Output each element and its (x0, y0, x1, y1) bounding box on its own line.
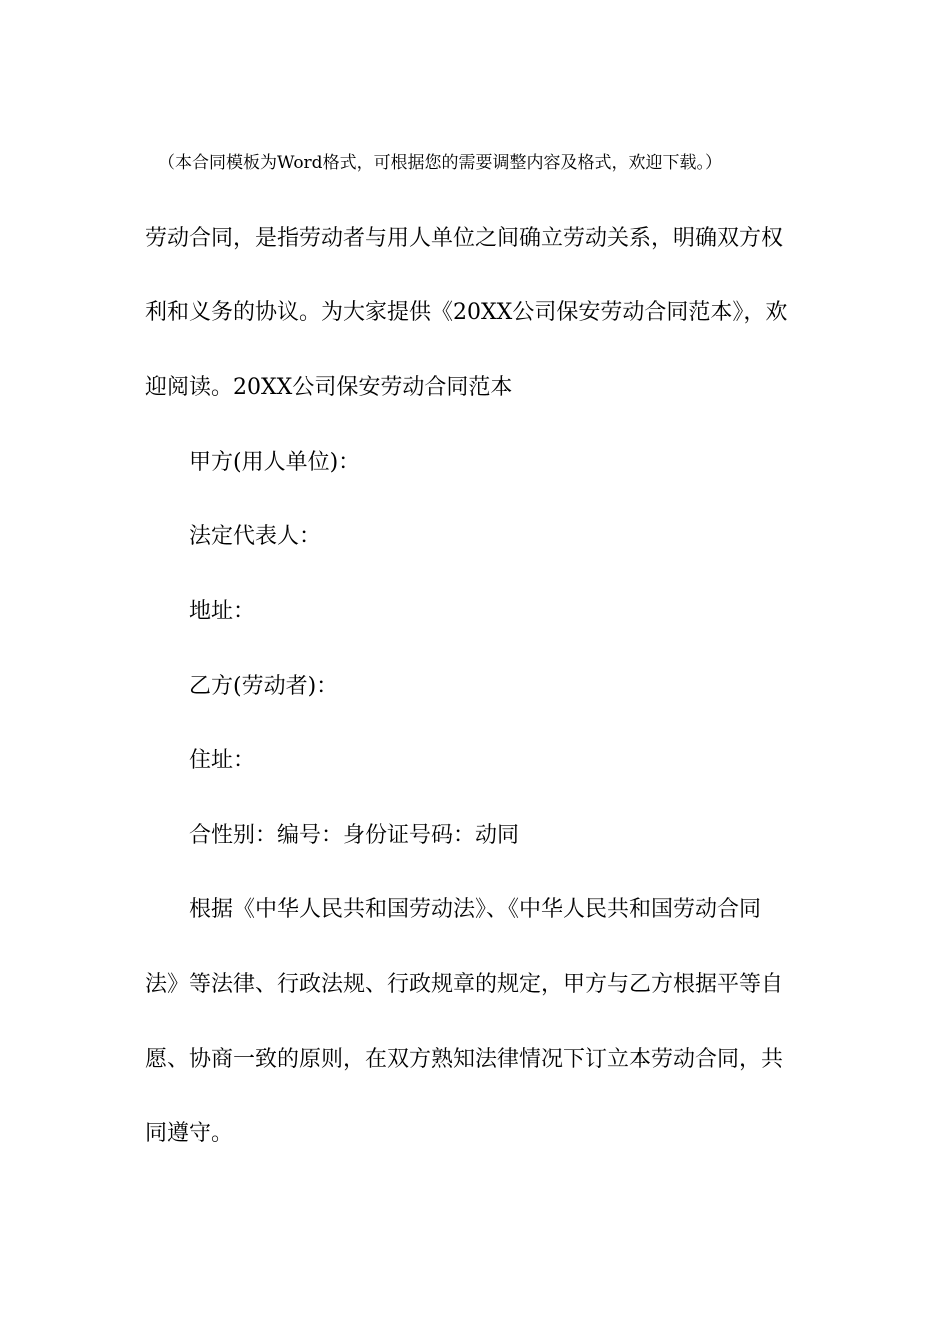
intro-line-3: 迎阅读。20XX公司保安劳动合同范本 (145, 375, 513, 400)
field-party-b: 乙方(劳动者)： (189, 674, 339, 699)
field-identity-line: 合性别：编号：身份证号码：动同 (189, 823, 520, 848)
intro-line-2: 利和义务的协议。为大家提供《20XX公司保安劳动合同范本》，欢 (145, 300, 788, 325)
basis-line-3: 愿、协商一致的原则，在双方熟知法律情况下订立本劳动合同，共 (145, 1047, 784, 1072)
basis-line-1: 根据《中华人民共和国劳动法》、《中华人民共和国劳动合同 (189, 897, 762, 922)
field-residence: 住址： (189, 748, 256, 773)
intro-line-1: 劳动合同，是指劳动者与用人单位之间确立劳动关系，明确双方权 (145, 226, 784, 251)
template-note: （本合同模板为Word格式，可根据您的需要调整内容及格式，欢迎下载。） (158, 153, 723, 173)
basis-line-4: 同遵守。 (145, 1121, 234, 1146)
field-party-a: 甲方(用人单位)： (189, 450, 361, 475)
field-legal-representative: 法定代表人： (189, 524, 322, 549)
field-address: 地址： (189, 599, 256, 624)
basis-line-2: 法》等法律、行政法规、行政规章的规定，甲方与乙方根据平等自 (145, 972, 784, 997)
